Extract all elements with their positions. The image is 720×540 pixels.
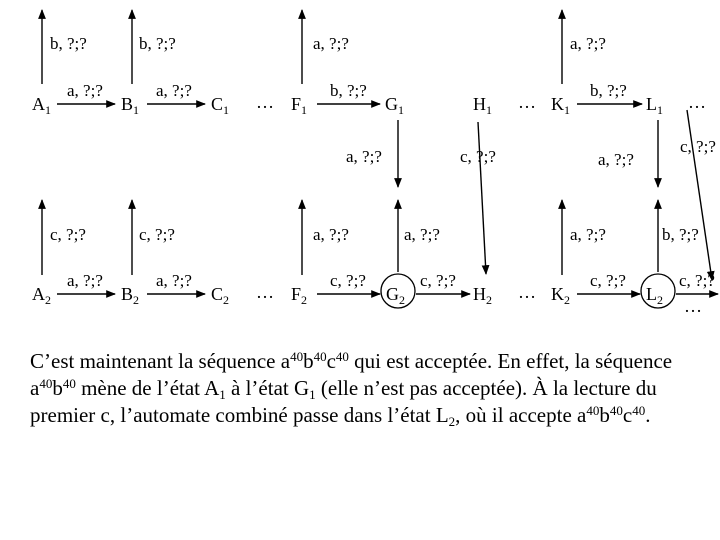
caption-subscript: 1 — [309, 387, 316, 402]
edge-label-A1-loop: b, ?;? — [50, 34, 87, 53]
state-K2: $K_2$ — [551, 284, 570, 307]
edge-label-G2-H2: c, ?;? — [420, 271, 456, 290]
caption-text: c — [326, 349, 336, 373]
edge-label-K2-L2: c, ?;? — [590, 271, 626, 290]
caption-exponent: 40 — [335, 349, 349, 364]
edge-label-F2-loop: a, ?;? — [313, 225, 349, 244]
state-F1: $F_1$ — [291, 94, 308, 117]
caption-text: qui est acceptée. En effet, la séquence a — [30, 349, 673, 400]
state-B2: $B_2$ — [121, 284, 140, 307]
state-G2: $G_2$ — [386, 284, 405, 307]
caption-text: b — [599, 403, 610, 427]
caption-text: c — [622, 403, 633, 427]
ellipsis-top-C1-F1: … — [256, 92, 274, 112]
inter-row-transitions — [398, 110, 712, 280]
bottom-loops — [42, 200, 658, 275]
edge-label-L1-L2-diag: c, ?;? — [680, 137, 716, 156]
caption-exponent: 40 — [586, 403, 600, 418]
state-L2: $L_2$ — [646, 284, 663, 307]
edge-label-F1-loop: a, ?;? — [313, 34, 349, 53]
state-A1: $A_1$ — [32, 94, 51, 117]
edge-label-B2-C2: a, ?;? — [156, 271, 192, 290]
edge-label-L1-L2-down: a, ?;? — [598, 150, 634, 169]
state-C2: $C_2$ — [211, 284, 230, 307]
edge-label-G2-loop: a, ?;? — [404, 225, 440, 244]
caption-exponent: 40 — [62, 376, 76, 391]
ellipsis-bottom-C2-F2: … — [256, 282, 274, 302]
caption-text: . — [645, 403, 651, 427]
edge-label-L2-out: c, ?;? — [679, 271, 715, 290]
edge-label-G1-G2: a, ?;? — [346, 147, 382, 166]
edge-label-B1-C1: a, ?;? — [156, 81, 192, 100]
caption-subscript: 2 — [448, 414, 456, 429]
state-F2: $F_2$ — [291, 284, 308, 307]
caption-exponent: 40 — [609, 403, 623, 418]
state-B1: $B_1$ — [121, 94, 140, 117]
caption-text: à l’état G — [225, 376, 310, 400]
state-A2: $A_2$ — [32, 284, 51, 307]
caption-text: C’est maintenant la séquence a — [30, 349, 291, 373]
state-G1: $G_1$ — [385, 94, 404, 117]
state-H2: $H_2$ — [473, 284, 492, 307]
state-K1: $K_1$ — [551, 94, 570, 117]
ellipsis-top-after-L1: … — [688, 92, 706, 112]
caption-text: b — [52, 376, 63, 400]
edge-label-K1-L1: b, ?;? — [590, 81, 627, 100]
state-H1: $H_1$ — [473, 94, 492, 117]
caption-exponent: 40 — [290, 349, 304, 364]
edge-label-A2-B2: a, ?;? — [67, 271, 103, 290]
edge-label-K1-loop: a, ?;? — [570, 34, 606, 53]
edge-label-B2-loop: c, ?;? — [139, 225, 175, 244]
state-L1: $L_1$ — [646, 94, 663, 117]
caption-subscript: 1 — [219, 387, 226, 402]
edge-label-L2-loop: b, ?;? — [662, 225, 699, 244]
arrow-L1-L2-diag — [687, 110, 712, 280]
explanation-paragraph — [30, 348, 710, 429]
ellipses — [256, 92, 706, 316]
caption-text: , où il accepte a — [455, 403, 587, 427]
caption-text: mène de l’état A — [75, 376, 220, 400]
edge-label-K2-loop: a, ?;? — [570, 225, 606, 244]
caption-exponent: 40 — [313, 349, 327, 364]
edge-label-F1-G1: b, ?;? — [330, 81, 367, 100]
edge-label-H1-H2: c, ?;? — [460, 147, 496, 166]
edge-labels — [50, 34, 716, 290]
caption-exponent: 40 — [39, 376, 53, 391]
ellipsis-bottom-after-L2: … — [684, 296, 702, 316]
caption-text: b — [303, 349, 314, 373]
edge-label-F2-G2: c, ?;? — [330, 271, 366, 290]
edge-label-A1-B1: a, ?;? — [67, 81, 103, 100]
state-C1: $C_1$ — [211, 94, 230, 117]
top-loops — [42, 10, 562, 84]
edge-label-A2-loop: c, ?;? — [50, 225, 86, 244]
ellipsis-top-H1-K1: … — [518, 92, 536, 112]
caption-exponent: 40 — [632, 403, 646, 418]
edge-label-B1-loop: b, ?;? — [139, 34, 176, 53]
caption-text: (elle n’est pas acceptée). À la lecture du premier c, l’automate combiné passe dans l’état L — [30, 376, 657, 427]
ellipsis-bottom-H2-K2: … — [518, 282, 536, 302]
arrow-H1-H2 — [478, 122, 486, 274]
